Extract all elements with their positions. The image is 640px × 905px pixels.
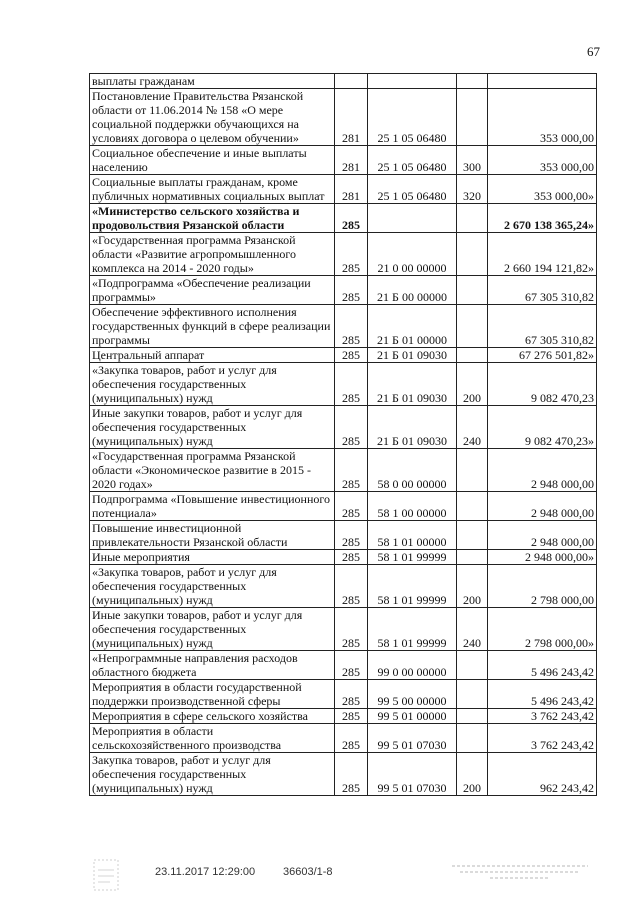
- table-row: [90, 89, 597, 146]
- cell-target-article: 58 1 00 00000: [368, 492, 457, 521]
- cell-expense-type: [457, 233, 488, 276]
- cell-department-code: 285: [335, 651, 368, 680]
- cell-amount: 353 000,00: [488, 146, 597, 175]
- table-row: [90, 521, 597, 550]
- cell-target-article: 99 5 00 00000: [368, 680, 457, 709]
- cell-expense-type: 200: [457, 363, 488, 406]
- cell-department-code: 281: [335, 175, 368, 204]
- cell-name: Социальные выплаты гражданам, кроме публичных нормативных социальных выплат: [90, 175, 335, 204]
- table-row: [90, 204, 597, 233]
- table-row: [90, 146, 597, 175]
- cell-target-article: 58 1 01 00000: [368, 521, 457, 550]
- cell-amount: 5 496 243,42: [488, 651, 597, 680]
- cell-amount: 2 948 000,00: [488, 521, 597, 550]
- table-row: [90, 565, 597, 608]
- cell-expense-type: [457, 651, 488, 680]
- table-row: [90, 276, 597, 305]
- budget-table-body: [90, 74, 597, 796]
- cell-name: «Непрограммные направления расходов областного бюджета: [90, 651, 335, 680]
- cell-department-code: 285: [335, 276, 368, 305]
- cell-amount: 67 305 310,82: [488, 276, 597, 305]
- cell-expense-type: [457, 492, 488, 521]
- cell-amount: 9 082 470,23: [488, 363, 597, 406]
- cell-name: Иные закупки товаров, работ и услуг для обеспечения государственных (муниципальных) нужд: [90, 406, 335, 449]
- cell-amount: 962 243,42: [488, 753, 597, 796]
- cell-expense-type: 240: [457, 406, 488, 449]
- cell-name: «Подпрограмма «Обеспечение реализации программы»: [90, 276, 335, 305]
- cell-name: Иные мероприятия: [90, 550, 335, 565]
- cell-target-article: 99 5 01 00000: [368, 709, 457, 724]
- table-row: [90, 175, 597, 204]
- cell-department-code: 285: [335, 550, 368, 565]
- cell-department-code: [335, 74, 368, 89]
- cell-target-article: 21 Б 01 09030: [368, 406, 457, 449]
- cell-department-code: 285: [335, 449, 368, 492]
- cell-name: Постановление Правительства Рязанской области от 11.06.2014 № 158 «О мере социальной поддержки обучающихся на условиях договора о целевом обучении»: [90, 89, 335, 146]
- cell-expense-type: 240: [457, 608, 488, 651]
- footer-datetime: 23.11.2017 12:29:00: [155, 866, 256, 878]
- cell-name: «Министерство сельского хозяйства и продовольствия Рязанской области: [90, 204, 335, 233]
- cell-expense-type: [457, 74, 488, 89]
- cell-name: «Закупка товаров, работ и услуг для обеспечения государственных (муниципальных) нужд: [90, 363, 335, 406]
- cell-target-article: 58 1 01 99999: [368, 550, 457, 565]
- cell-expense-type: [457, 550, 488, 565]
- cell-target-article: 21 Б 00 00000: [368, 276, 457, 305]
- cell-name: «Государственная программа Рязанской области «Экономическое развитие в 2015 - 2020 годах»: [90, 449, 335, 492]
- cell-department-code: 285: [335, 753, 368, 796]
- cell-amount: 3 762 243,42: [488, 709, 597, 724]
- scan-watermark-icon: [450, 858, 590, 884]
- table-row: [90, 651, 597, 680]
- cell-name: Мероприятия в сфере сельского хозяйства: [90, 709, 335, 724]
- cell-target-article: 21 Б 01 09030: [368, 363, 457, 406]
- cell-amount: 353 000,00: [488, 89, 597, 146]
- cell-amount: 3 762 243,42: [488, 724, 597, 753]
- cell-name: Повышение инвестиционной привлекательности Рязанской области: [90, 521, 335, 550]
- table-row: [90, 233, 597, 276]
- cell-department-code: 281: [335, 89, 368, 146]
- cell-department-code: 285: [335, 680, 368, 709]
- cell-expense-type: [457, 204, 488, 233]
- cell-name: «Закупка товаров, работ и услуг для обеспечения государственных (муниципальных) нужд: [90, 565, 335, 608]
- cell-target-article: 21 0 00 00000: [368, 233, 457, 276]
- cell-name: «Государственная программа Рязанской области «Развитие агропромышленного комплекса на 2014 - 2020 годы»: [90, 233, 335, 276]
- cell-name: Мероприятия в области государственной поддержки производственной сферы: [90, 680, 335, 709]
- table-row: [90, 724, 597, 753]
- cell-department-code: 281: [335, 146, 368, 175]
- cell-expense-type: [457, 709, 488, 724]
- cell-target-article: 58 1 01 99999: [368, 565, 457, 608]
- cell-department-code: 285: [335, 233, 368, 276]
- table-row: [90, 348, 597, 363]
- cell-expense-type: [457, 348, 488, 363]
- cell-department-code: 285: [335, 363, 368, 406]
- cell-amount: 9 082 470,23»: [488, 406, 597, 449]
- table-row: [90, 550, 597, 565]
- cell-expense-type: [457, 305, 488, 348]
- table-row: [90, 709, 597, 724]
- cell-department-code: 285: [335, 492, 368, 521]
- cell-amount: [488, 74, 597, 89]
- cell-amount: 2 670 138 365,24»: [488, 204, 597, 233]
- cell-department-code: 285: [335, 724, 368, 753]
- cell-amount: 2 948 000,00»: [488, 550, 597, 565]
- cell-expense-type: 300: [457, 146, 488, 175]
- cell-expense-type: [457, 89, 488, 146]
- cell-amount: 67 276 501,82»: [488, 348, 597, 363]
- cell-department-code: 285: [335, 305, 368, 348]
- cell-target-article: 58 0 00 00000: [368, 449, 457, 492]
- cell-amount: 2 660 194 121,82»: [488, 233, 597, 276]
- stamp-icon: [92, 858, 120, 892]
- cell-target-article: 58 1 01 99999: [368, 608, 457, 651]
- table-row: [90, 363, 597, 406]
- cell-department-code: 285: [335, 521, 368, 550]
- cell-target-article: 99 5 01 07030: [368, 753, 457, 796]
- table-row: [90, 608, 597, 651]
- table-row: [90, 492, 597, 521]
- cell-expense-type: [457, 680, 488, 709]
- cell-amount: 2 798 000,00»: [488, 608, 597, 651]
- table-row: [90, 74, 597, 89]
- footer-doc-number: 36603/1-8: [283, 866, 333, 878]
- cell-expense-type: 200: [457, 565, 488, 608]
- cell-target-article: 25 1 05 06480: [368, 146, 457, 175]
- cell-expense-type: 320: [457, 175, 488, 204]
- cell-name: Закупка товаров, работ и услуг для обеспечения государственных (муниципальных) нужд: [90, 753, 335, 796]
- cell-amount: 5 496 243,42: [488, 680, 597, 709]
- cell-name: Центральный аппарат: [90, 348, 335, 363]
- cell-target-article: [368, 74, 457, 89]
- cell-target-article: 21 Б 01 09030: [368, 348, 457, 363]
- cell-expense-type: 200: [457, 753, 488, 796]
- cell-amount: 2 798 000,00: [488, 565, 597, 608]
- cell-target-article: [368, 204, 457, 233]
- table-row: [90, 406, 597, 449]
- cell-amount: 67 305 310,82: [488, 305, 597, 348]
- cell-name: Мероприятия в области сельскохозяйственного производства: [90, 724, 335, 753]
- cell-target-article: 25 1 05 06480: [368, 175, 457, 204]
- cell-department-code: 285: [335, 565, 368, 608]
- table-row: [90, 305, 597, 348]
- table-row: [90, 449, 597, 492]
- cell-expense-type: [457, 521, 488, 550]
- budget-table: [89, 73, 597, 796]
- cell-target-article: 99 0 00 00000: [368, 651, 457, 680]
- cell-amount: 2 948 000,00: [488, 449, 597, 492]
- cell-department-code: 285: [335, 406, 368, 449]
- cell-expense-type: [457, 449, 488, 492]
- cell-amount: 353 000,00»: [488, 175, 597, 204]
- cell-department-code: 285: [335, 348, 368, 363]
- cell-name: Иные закупки товаров, работ и услуг для обеспечения государственных (муниципальных) нужд: [90, 608, 335, 651]
- cell-department-code: 285: [335, 709, 368, 724]
- cell-department-code: 285: [335, 204, 368, 233]
- cell-name: Обеспечение эффективного исполнения государственных функций в сфере реализации программы: [90, 305, 335, 348]
- cell-target-article: 25 1 05 06480: [368, 89, 457, 146]
- cell-name: Подпрограмма «Повышение инвестиционного потенциала»: [90, 492, 335, 521]
- cell-expense-type: [457, 724, 488, 753]
- table-row: [90, 753, 597, 796]
- cell-target-article: 99 5 01 07030: [368, 724, 457, 753]
- cell-expense-type: [457, 276, 488, 305]
- cell-department-code: 285: [335, 608, 368, 651]
- cell-name: выплаты гражданам: [90, 74, 335, 89]
- page-number: 67: [587, 44, 600, 59]
- table-row: [90, 680, 597, 709]
- cell-amount: 2 948 000,00: [488, 492, 597, 521]
- cell-name: Социальное обеспечение и иные выплаты населению: [90, 146, 335, 175]
- cell-target-article: 21 Б 01 00000: [368, 305, 457, 348]
